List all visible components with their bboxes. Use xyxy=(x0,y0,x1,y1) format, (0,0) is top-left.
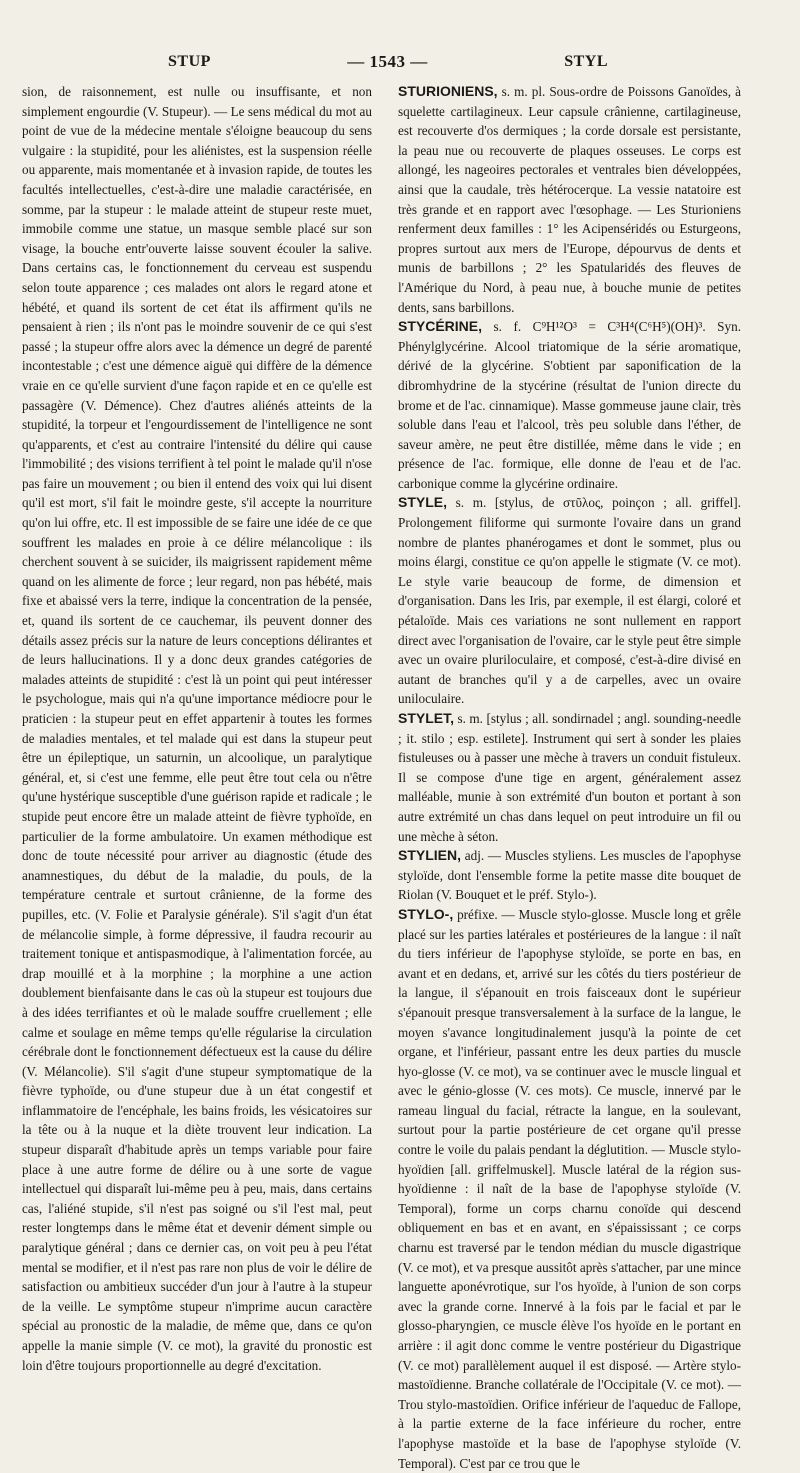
definition-stylet: s. m. [stylus ; all. sondirnadel ; angl. sounding-needle ; it. stilo ; esp. estilete]. Instrument qui sert à sonder les plaies fistuleuses ou à passer une mèche à travers un conduit fistuleux. Il se compose d'une tige en argent, généralement assez malléable, munie à son extrémité d'un bouton et portant à son autre extrémité un chas dans lequel on peut introduire un fil ou une mèche à séton. xyxy=(398,711,741,844)
running-header xyxy=(168,50,608,74)
entry-stylien xyxy=(398,846,741,905)
headword-style: STYLE, xyxy=(398,494,448,511)
left-column xyxy=(22,82,372,1375)
stupidite-continuation-text: sion, de raisonnement, est nulle ou insuffisante, et non simplement engourdie (V. Stupeur). — Le sens médical du mot au point de vue de la médecine mentale s'éloigne beaucoup du sens vulgaire : la stupidité, pour les aliénistes, est la suspension réelle ou apparente, mais momentanée et à invasion rapide, de toutes les facultés intellectuelles, c'est-à-dire une maladie caractérisée, en somme, par la stupeur : le malade atteint de stupeur reste muet, immobile comme une statue, un masque semble placé sur son visage, la bouche entr'ouverte laisse souvent écouler la salive. Dans certains cas, le fonctionnement du cerveau est suspendu selon toute apparence ; ces malades ont alors le regard atone et hébété, et quand ils sortent de cet état ils affirment qu'ils ne pensaient à rien ; ils n'ont pas le moindre souvenir de ce qui s'est passé ; la stupeur offre alors avec la démence un degré de parenté incontestable ; c'est une démence aiguë qui diffère de la démence vraie en ce qu'elle survient d'une façon rapide et en ce qu'elle est passagère (V. Démence). Chez d'autres aliénés atteints de la stupidité, la torpeur et l'engourdissement de l'intelligence ne sont qu'apparents, et c'est au contraire l'intensité du délire qui cause l'immobilité ; des visions terrifient à tel point le malade qu'il n'ose pas faire un mouvement ; ou bien il entend des voix qui lui disent qu'il est mort, s'il fait le moindre geste, s'il accepte la nourriture qu'on lui offre, etc. Il est impossible de se faire une idée de ce que souffrent les malades en proie à ce délire mélancolique : ils cherchent souvent à se suicider, ils maigrissent rapidement même quand on les alimente de force ; leur regard, non pas hébété, mais fixe et abaissé vers la terre, indique la concentration de la pensée, et, quand ils sortent de ce cauchemar, ils peuvent donner des détails assez précis sur la nature de leurs conceptions délirantes et de leurs hallucinations. Il y a donc deux grandes catégories de malades atteints de stupidité : c'est là un point qui peut intéresser le psychologue, mais qui n'a qu'une importance médiocre pour le praticien : la stupeur peut en effet appartenir à toutes les formes de maladies mentales, et tel malade qui est dans la stupeur peut être un épileptique, un saturnin, un alcoolique, un paralytique général, et, si c'est une femme, elle peut être tout cela ou n'être qu'une hystérique susceptible d'une guérison rapide et radicale ; le stupide peut encore être un malade atteint de fièvre typhoïde, en particulier de la forme ambulatoire. Un examen méthodique est donc de toute nécessité pour arriver au diagnostic (étude des anamnestiques, du début de la maladie, du pouls, de la température centrale et surtout crânienne, de la forme des pupilles, etc. (V. Folie et Paralysie générale). S'il s'agit d'un état de mélancolie simple, à forme dépressive, il faudra recourir au traitement tonique et antispasmodique, à l'alimentation forcée, au drap mouillé et à la morphine ; la morphine a une action doublement bienfaisante dans le cas où la stupeur est toujours due à des idées terrifiantes et où le malade souffre cruellement ; elle calme et soulage en même temps qu'elle régularise la circulation cérébrale dont le fonctionnement défectueux est la cause du délire (V. Mélancolie). S'il s'agit d'une stupeur symptomatique de la fièvre typhoïde, ou d'une stupeur due à un état congestif et inflammatoire de l'encéphale, les bains froids, les vésicatoires sur la tête ou à la nuque et la diète trouvent leur indication. La stupeur disparaît d'habitude après un temps variable pour faire place à une autre forme de délire ou à une sorte de vague intellectuel qui disparaît lui-même peu à peu, mais, dans certains cas, l'aliéné stupide, s'il n'est pas soigné ou s'il l'est mal, peut rester longtemps dans le même état et devenir dément simple ou paralytique général ; dans ce dernier cas, on voit peu à peu l'état mental se modifier, et il n'est pas rare non plus de voir le délire de satisfaction ou ambitieux succéder d'un jour à l'autre à la stupeur de la veille. Le symptôme stupeur n'imprime aucun caractère spécial au pronostic de la maladie, de même que, dans ce qu'on appelle la manie simple (V. ce mot), la gravité du pronostic est loin d'être toujours proportionnelle au degré d'excitation. xyxy=(22,84,372,1373)
header-right-word: STYL xyxy=(564,53,608,70)
headword-stycerine: STYCÉRINE, xyxy=(398,318,483,335)
headword-stylien: STYLIEN, xyxy=(398,847,462,864)
headword-sturioniens: STURIONIENS, xyxy=(398,83,498,99)
entry-style xyxy=(398,493,741,709)
definition-stylien: adj. — Muscles styliens. Les muscles de l'apophyse styloïde, dont l'ensemble forme la petite masse dite bouquet de Riolan (V. Bouquet et le préf. Stylo-). xyxy=(398,848,741,903)
headword-stylet: STYLET, xyxy=(398,710,455,726)
definition-sturioniens: s. m. pl. Sous-ordre de Poissons Ganoïdes, à squelette cartilagineux. Leur capsule crânienne, cartilagineuse, est recouverte d'os dermiques ; la corde dorsale est persistante, la peau nue ou recouverte de plaques osseuses. Le corps est allongé, les nageoires pectorales et ventrales bien développées, ainsi que la caudale, très hétérocerque. La vessie natatoire est très grande et en rapport avec l'œsophage. — Les Sturioniens renferment deux familles : 1° les Acipenséridés ou Esturgeons, propres surtout aux mers de l'Europe, dépourvus de dents et munis de barbillons ; 2° les Spatularidés des fleuves de l'Amérique du Nord, à peau nue, à bouche munie de petites dents, sans barbillons. xyxy=(398,84,741,315)
headword-stylo: STYLO-, xyxy=(398,905,454,922)
entry-stycerine xyxy=(398,317,741,493)
definition-stylo: préfixe. — Muscle stylo-glosse. Muscle long et grêle placé sur les parties latérales et postérieures de la langue : il naît du tiers inférieur de l'apophyse styloïde, se porte en bas, en avant et en dedans, et, arrivé sur les côtés du tiers postérieur de la langue, il s'épanouit en trois faisceaux dont le supérieur s'épanouit presque transversalement à la surface de la langue, le moyen s'avance longitudinalement jusqu'à la pointe de cet organe, et l'inférieur, passant entre les deux parties du muscle hyo-glosse (V. ce mot), va se continuer avec le muscle lingual et avec le génio-glosse (V. ces mots). Ce muscle, innervé par le rameau lingual du facial, rétracte la langue, en la soulevant, surtout pour la partie postérieure de cet organe qu'il presse contre le voile du palais pendant la déglutition. — Muscle stylo-hyoïdien [all. griffelmuskel]. Muscle latéral de la région sus-hyoïdienne : il naît de la base de l'apophyse styloïde (V. Temporal), forme un corps charnu conoïde qui descend obliquement en bas et en avant, en s'épaississant ; ce corps charnu est traversé par le tendon médian du muscle digastrique (V. ce mot), et va presque aussitôt après s'attacher, par une mince languette aponévrotique, sur l'os hyoïde, à l'union de son corps avec la grande corne. Innervé à la fois par le facial et par le glosso-pharyngien, ce muscle élève l'os hyoïde en le portant en arrière : il agit donc comme le ventre postérieur du Digastrique (V. ce mot) parallèlement auquel il est disposé. — Artère stylo-mastoïdienne. Branche collatérale de l'Occipitale (V. ce mot). — Trou stylo-mastoïdien. Orifice inférieur de l'aqueduc de Fallope, à la partie externe de la face inférieure du rocher, entre l'apophyse mastoïde et la base de l'apophyse styloïde (V. Temporal). C'est par ce trou que le xyxy=(398,906,741,1471)
definition-stycerine: s. f. C⁹H¹²O³ = C³H⁴(C⁶H⁵)(OH)³. Syn. Phénylglycérine. Alcool triatomique de la série aromatique, dérivé de la glycérine. S'obtient par saponification de la dibromhydrine de la stycérine (résultat de l'union directe du brome et de l'ac. cinnamique). Masse gommeuse jaune clair, très soluble dans l'eau et l'alcool, très peu soluble dans l'éther, de saveur amère, ne peut être distillée, même dans le vide ; en présence de l'ac. formique, elle donne de l'eau et de l'ac. carbonique comme la glycérine ordinaire. xyxy=(398,319,741,491)
entry-stylo xyxy=(398,905,741,1473)
entry-sturioniens xyxy=(398,82,741,317)
definition-style: s. m. [stylus, de στῦλος, poinçon ; all. griffel]. Prolongement filiforme qui surmonte l'ovaire dans un grand nombre de plantes phanérogames et dont le sommet, plus ou moins élargi, constitue ce qu'on appelle le stigmate (V. ce mot). Le style varie beaucoup de forme, de dimension et d'organisation. Dans les Iris, par exemple, il est élargi, coloré et pétaloïde. Mais ces variations ne sont nullement en rapport direct avec l'organisation de l'ovaire, car le style peut être simple avec un ovaire pluriloculaire, et composé, c'est-à-dire divisé en autant de branches qu'il y a de carpelles, avec un ovaire uniloculaire. xyxy=(398,495,741,707)
header-left-word: STUP xyxy=(168,53,211,70)
right-column xyxy=(398,82,741,1473)
entry-stylet xyxy=(398,709,741,846)
page-number: — 1543 — xyxy=(347,52,428,71)
